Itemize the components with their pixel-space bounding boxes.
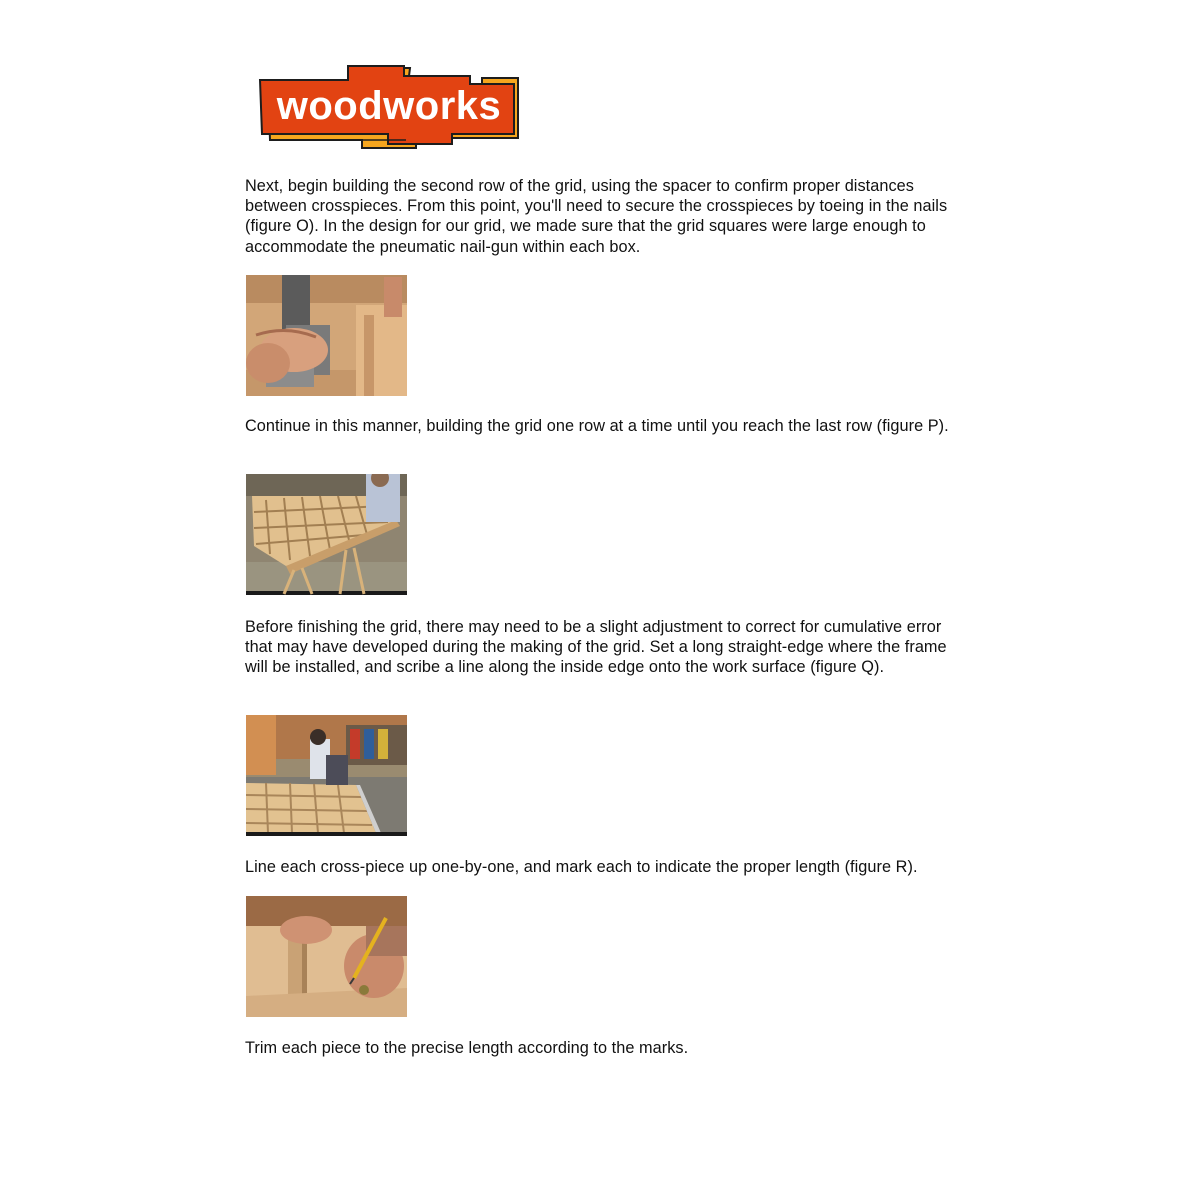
paragraph-continue-rows: Continue in this manner, building the grid one row at a time until you reach the last row (figure P). bbox=[245, 417, 949, 435]
pencil-marking-photo bbox=[246, 896, 407, 1017]
logo-text: woodworks bbox=[276, 84, 502, 128]
woodworks-logo bbox=[256, 64, 524, 152]
straight-edge-scribing-photo bbox=[246, 715, 407, 836]
nail-gun-photo bbox=[246, 275, 407, 396]
paragraph-mark-length: Line each cross-piece up one-by-one, and mark each to indicate the proper length (figure R). bbox=[245, 858, 918, 876]
paragraph-second-row: Next, begin building the second row of the grid, using the spacer to confirm proper distances between crosspieces. From this point, you'll need to secure the crosspieces by toeing in the nails (figure O). In the design for our grid, we made sure that the grid squares were large enough to accommodate the pneumatic nail-gun within each box. bbox=[245, 177, 948, 256]
paragraph-adjustment: Before finishing the grid, there may need to be a slight adjustment to correct for cumulative error that may have developed during the making of the grid. Set a long straight-edge where the frame will be installed, and scribe a line along the inside edge onto the work surface (figure Q). bbox=[245, 618, 947, 677]
paragraph-trim: Trim each piece to the precise length according to the marks. bbox=[245, 1039, 689, 1057]
grid-on-sawhorses-photo bbox=[246, 474, 407, 595]
